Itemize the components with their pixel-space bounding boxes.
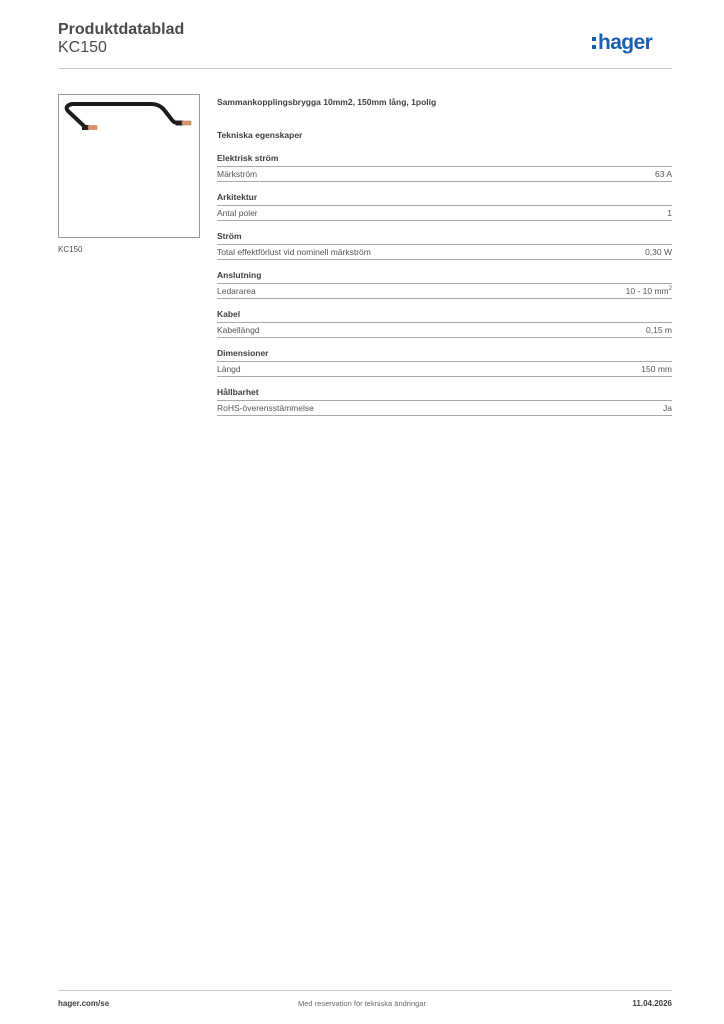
spec-group-electrical-current: [217, 153, 672, 182]
spec-label: Märkström: [217, 169, 258, 179]
specification-panel: [217, 96, 672, 416]
spec-group-title: Elektrisk ström: [217, 153, 672, 167]
footer-date: 11.04.2026: [632, 999, 672, 1008]
spec-label: Kabellängd: [217, 325, 260, 335]
spec-group-title: Hållbarhet: [217, 387, 672, 401]
spec-group-title: Arkitektur: [217, 192, 672, 206]
spec-group-title: Ström: [217, 231, 672, 245]
footer-website-link[interactable]: hager.com/se: [58, 999, 110, 1008]
spec-group-current: [217, 231, 672, 260]
spec-value: 63 A: [654, 169, 672, 179]
spec-label: Total effektförlust vid nominell märkström: [217, 247, 371, 257]
footer-disclaimer: Med reservation för tekniska ändringar: [298, 999, 426, 1008]
spec-row: [217, 323, 672, 338]
product-description: Sammankopplingsbrygga 10mm2, 150mm lång, 1polig: [217, 97, 437, 107]
spec-row: [217, 167, 672, 182]
hager-logo: [592, 29, 676, 57]
spec-row: [217, 284, 672, 299]
spec-row: [217, 245, 672, 260]
busbar-jumper-illustration: [59, 95, 201, 239]
spec-group-cable: [217, 309, 672, 338]
spec-label: RoHS-överensstämmelse: [217, 403, 314, 413]
spec-value: 0,15 m: [646, 325, 672, 335]
spec-value: 10 - 10 mm: [625, 286, 669, 296]
spec-group-dimensions: [217, 348, 672, 377]
spec-row: [217, 362, 672, 377]
spec-group-connection: [217, 270, 672, 299]
product-image: [58, 94, 200, 238]
spec-row: [217, 401, 672, 416]
image-caption: KC150: [58, 245, 83, 254]
spec-group-title: Dimensioner: [217, 348, 672, 362]
product-code: KC150: [58, 39, 107, 56]
footer-divider: [58, 990, 672, 991]
spec-label: Antal poler: [217, 208, 258, 218]
spec-group-title: Kabel: [217, 309, 672, 323]
spec-label: Ledararea: [217, 286, 256, 296]
svg-text:hager: hager: [598, 31, 653, 54]
spec-value-superscript: 2: [668, 286, 672, 293]
section-heading: Tekniska egenskaper: [217, 130, 303, 140]
spec-value: 0,30 W: [645, 247, 672, 257]
spec-group-sustainability: [217, 387, 672, 416]
spec-value: Ja: [663, 403, 672, 413]
spec-row: [217, 206, 672, 221]
spec-group-architecture: [217, 192, 672, 221]
spec-label: Längd: [217, 364, 241, 374]
document-title: Produktdatablad: [58, 21, 185, 38]
header-divider: [58, 68, 672, 69]
spec-group-title: Anslutning: [217, 270, 672, 284]
spec-value: 1: [667, 208, 672, 218]
spec-value-wrap: [626, 284, 672, 298]
spec-value: 150 mm: [641, 364, 672, 374]
